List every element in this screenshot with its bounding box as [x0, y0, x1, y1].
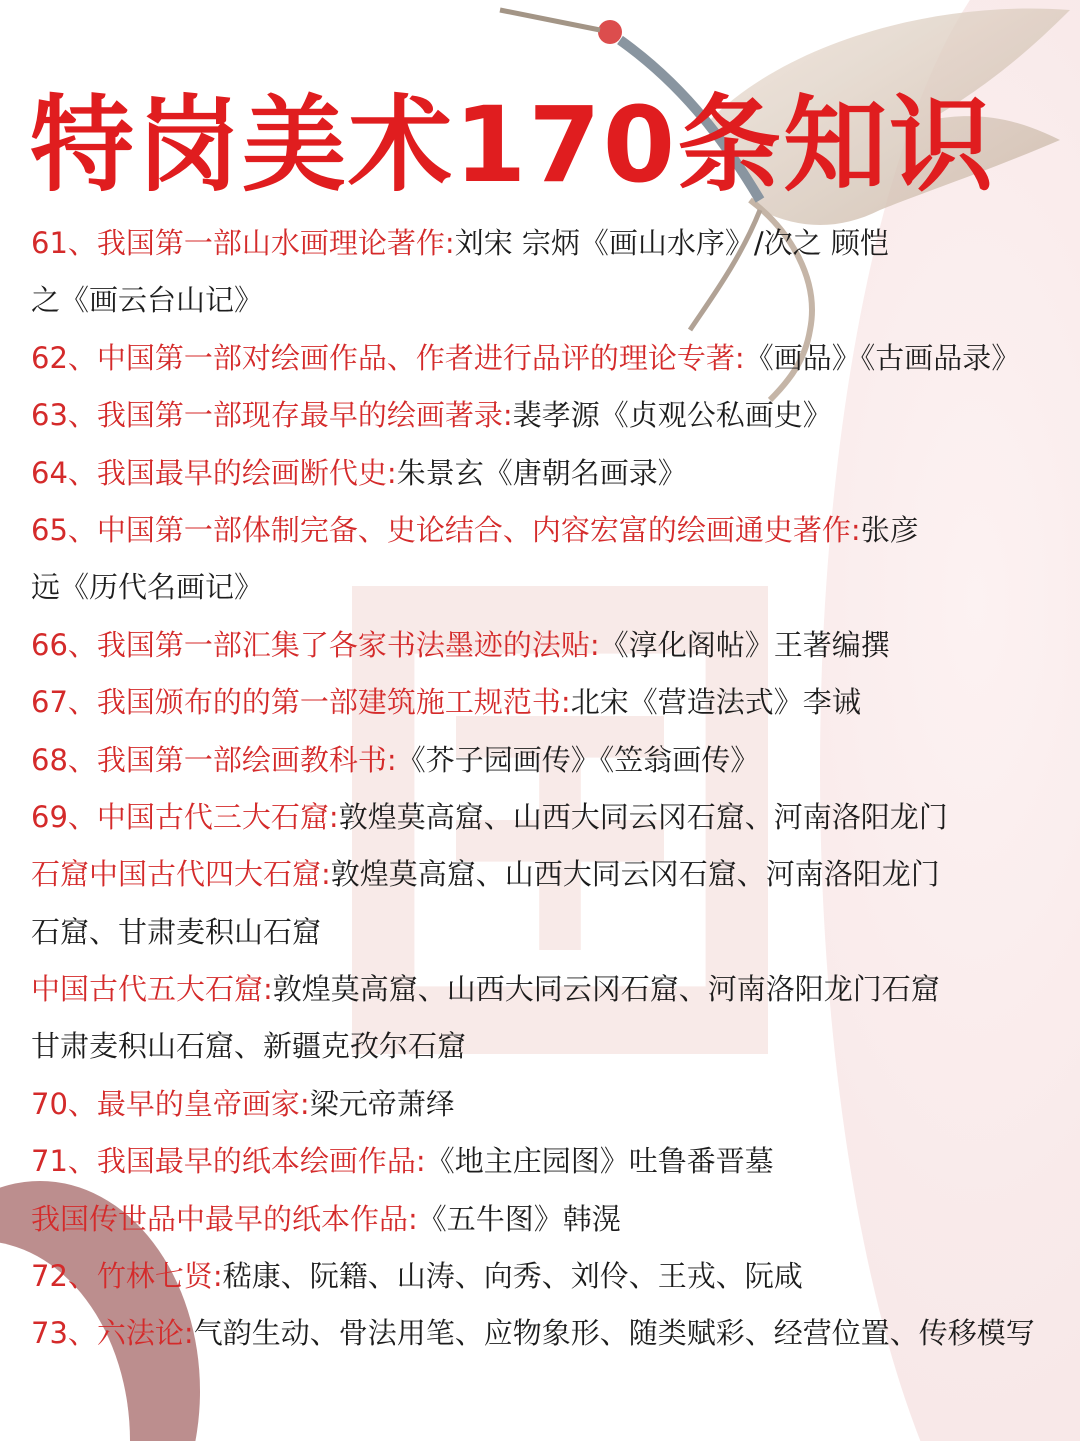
knowledge-label: 68、我国第一部绘画教科书:: [31, 742, 397, 777]
knowledge-line: [31, 732, 1051, 789]
knowledge-answer: 《淳化阁帖》王著编撰: [599, 627, 890, 662]
knowledge-line: [31, 215, 1051, 272]
knowledge-line: [31, 330, 1051, 387]
knowledge-answer: 刘宋 宗炳《画山水序》/次之 顾恺: [454, 226, 889, 260]
knowledge-line: [31, 1305, 1051, 1362]
knowledge-answer: 裴孝源《贞观公私画史》: [512, 398, 832, 433]
knowledge-label: 69、中国古代三大石窟:: [31, 799, 339, 834]
knowledge-line: [31, 502, 1051, 559]
knowledge-line: [31, 1018, 1051, 1075]
knowledge-answer: 敦煌莫高窟、山西大同云冈石窟、河南洛阳龙门: [338, 799, 948, 834]
knowledge-line: [31, 674, 1051, 731]
knowledge-line: [31, 1133, 1051, 1190]
knowledge-answer: 嵇康、阮籍、山涛、向秀、刘伶、王戎、阮咸: [222, 1259, 803, 1294]
knowledge-label: 64、我国最早的绘画断代史:: [31, 455, 397, 490]
knowledge-label: 我国传世品中最早的纸本作品:: [31, 1201, 418, 1236]
knowledge-answer: 气韵生动、骨法用笔、应物象形、随类赋彩、经营位置、传移模写: [193, 1316, 1035, 1351]
knowledge-label: 63、我国第一部现存最早的绘画著录:: [31, 398, 513, 433]
knowledge-answer: 张彦: [860, 512, 919, 547]
knowledge-label: 73、六法论:: [31, 1316, 194, 1351]
knowledge-label: 72、竹林七贤:: [31, 1259, 223, 1294]
knowledge-line: [31, 961, 1051, 1018]
knowledge-label: 61、我国第一部山水画理论著作:: [31, 226, 455, 260]
knowledge-answer: 《五牛图》韩滉: [417, 1201, 621, 1236]
page-title: 特岗美术170条知识: [30, 84, 996, 206]
knowledge-label: 65、中国第一部体制完备、史论结合、内容宏富的绘画通史著作:: [31, 512, 861, 547]
knowledge-answer: 朱景玄《唐朝名画录》: [396, 455, 687, 490]
knowledge-line: [31, 1191, 1051, 1248]
knowledge-list: [31, 215, 1051, 1363]
knowledge-answer: 梁元帝萧绎: [309, 1086, 455, 1121]
knowledge-answer: 《芥子园画传》《笠翁画传》: [396, 742, 760, 777]
knowledge-line: [31, 1076, 1051, 1133]
knowledge-line: [31, 272, 1051, 329]
knowledge-answer: 之《画云台山记》: [31, 283, 264, 318]
knowledge-answer: 石窟、甘肃麦积山石窟: [31, 914, 322, 949]
knowledge-line: [31, 904, 1051, 961]
knowledge-line: [31, 617, 1051, 674]
knowledge-answer: 北宋《营造法式》李诫: [570, 685, 861, 720]
knowledge-line: [31, 1248, 1051, 1305]
knowledge-line: [31, 445, 1051, 502]
knowledge-answer: 远《历代名画记》: [31, 570, 264, 605]
knowledge-label: 中国古代五大石窟:: [31, 972, 273, 1007]
knowledge-answer: 《画品》《古画品录》: [744, 340, 1021, 375]
knowledge-answer: 敦煌莫高窟、山西大同云冈石窟、河南洛阳龙门: [330, 857, 940, 892]
knowledge-line: [31, 387, 1051, 444]
knowledge-label: 石窟中国古代四大石窟:: [31, 857, 331, 892]
knowledge-label: 70、最早的皇帝画家:: [31, 1086, 310, 1121]
knowledge-line: [31, 559, 1051, 616]
knowledge-label: 62、中国第一部对绘画作品、作者进行品评的理论专著:: [31, 340, 745, 375]
knowledge-answer: 《地主庄园图》吐鲁番晋墓: [425, 1144, 774, 1179]
knowledge-line: [31, 789, 1051, 846]
knowledge-answer: 甘肃麦积山石窟、新疆克孜尔石窟: [31, 1029, 467, 1064]
knowledge-label: 67、我国颁布的的第一部建筑施工规范书:: [31, 685, 571, 720]
knowledge-label: 66、我国第一部汇集了各家书法墨迹的法贴:: [31, 627, 600, 662]
knowledge-label: 71、我国最早的纸本绘画作品:: [31, 1144, 426, 1179]
knowledge-answer: 敦煌莫高窟、山西大同云冈石窟、河南洛阳龙门石窟: [272, 972, 940, 1007]
knowledge-line: [31, 846, 1051, 903]
